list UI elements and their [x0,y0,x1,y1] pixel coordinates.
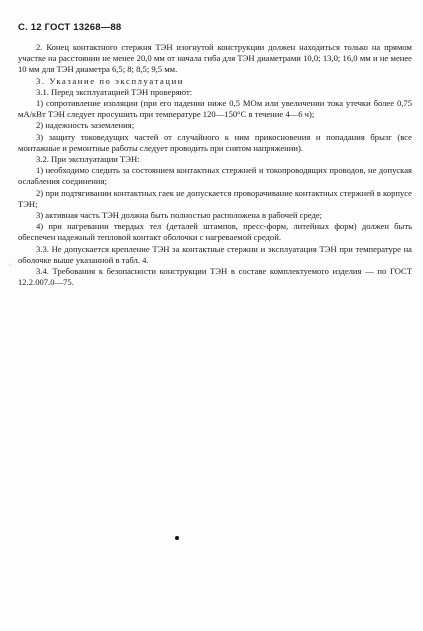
paragraph-3-2: 3.2. При эксплуатации ТЭН: [36,154,140,165]
list-item-3-1-2: 2) надежность заземления; [36,120,135,131]
section-heading: 3. Указание по эксплуатации [36,75,184,86]
paragraph-3-4: 3.4. Требования к безопасности конструкции ТЭН в составе комплектуемого изделия — по ГОСТ 12.2.007.0—75. [18,266,412,288]
list-item-3-2-4: 4) при нагревании твердых тел (деталей штампов, пресс-форм, литейных форм) должен быть обеспечен надежный тепловой контакт оболочки с нагреваемой средой. [18,221,412,243]
list-item-3-1-1: 1) сопротивление изоляции (при его падении ниже 0,5 МОм или увеличении тока утечки более 0,75 мА/кВт ТЭН следует просушить при температуре 120—150°С в течение 4—6 ч); [18,98,412,120]
paragraph-3-3: 3.3. Не допускается крепление ТЭН за контактные стержни и эксплуатация ТЭН при температуре на оболочке выше указанной в табл. 4. [18,243,412,265]
margin-mark: ·. [8,262,12,268]
list-item-3-1-3: 3) защиту токоведущих частей от случайного к ним прикосновения и попадания брызг (все монтажные и ремонтные работы следует проводить при снятом напряжении). [18,131,412,153]
list-item-3-2-1: 1) необходимо следить за состоянием контактных стержней и токопроводящих проводов, не допуская ослабления соединения; [18,165,412,187]
page-dot-mark [175,536,179,540]
list-item-3-2-2: 2) при подтягивании контактных гаек не допускается проворачивание контактных стержней в корпусе ТЭН; [18,187,412,209]
paragraph-3-1: 3.1. Перед эксплуатацией ТЭН проверяют: [36,86,193,97]
page-header [18,22,121,33]
list-item-3-2-3: 3) активная часть ТЭН должна быть полностью расположена в рабочей среде; [36,210,323,221]
standard-designation: ГОСТ 13268—88 [44,22,122,33]
paragraph-2: 2. Конец контактного стержня ТЭН изогнутой конструкции должен находиться только на прямом участке на расстоянии не менее 20,0 мм от начала гиба для ТЭН диаметрами 10,0; 13,0; 16,0 мм и не менее 10 мм для ТЭН диаметра 6,5; 8; 8,5; 9,5 мм. [18,42,412,75]
body-text [18,42,412,288]
page-number: С. 12 [18,22,42,33]
